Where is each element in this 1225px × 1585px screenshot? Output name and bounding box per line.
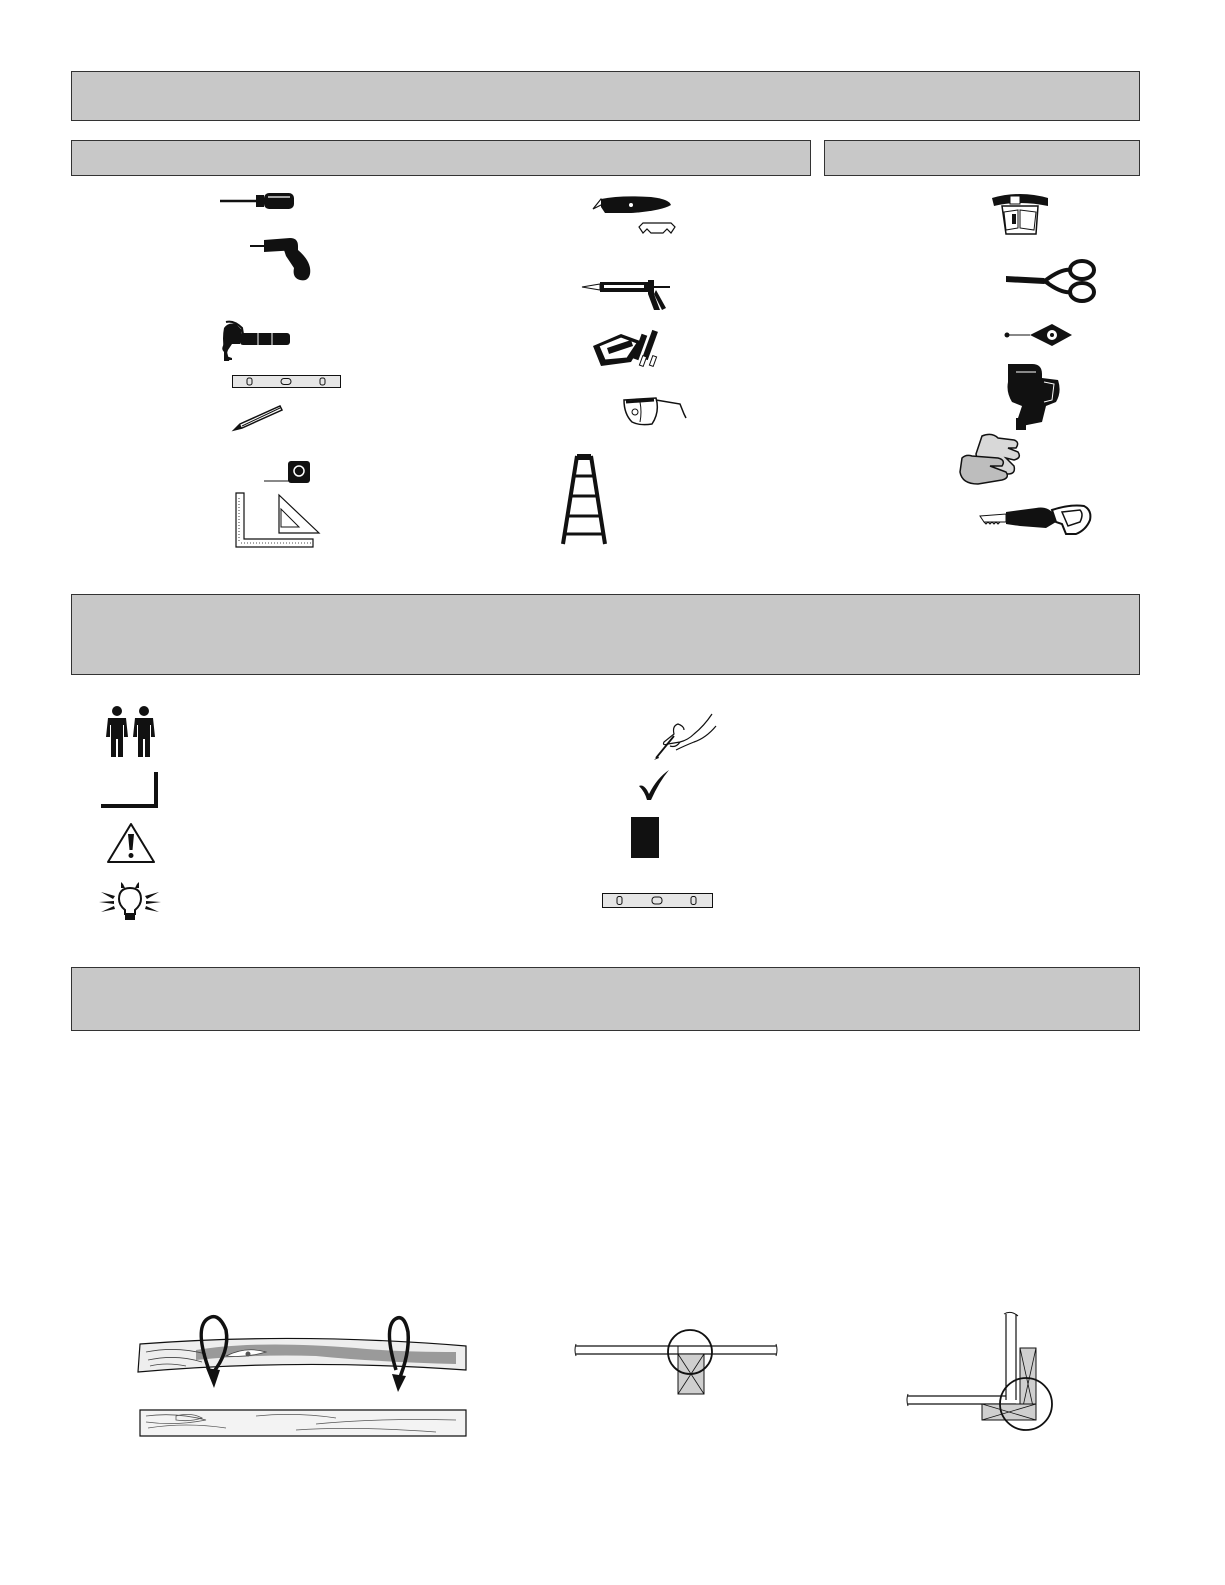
hand-writing-icon <box>654 712 716 762</box>
screwdriver-icon <box>218 190 298 212</box>
step-ladder-icon <box>561 452 609 546</box>
two-people-icon <box>104 705 158 759</box>
joint-on-post-figure <box>574 1328 780 1400</box>
squares-icon <box>235 492 317 548</box>
basic-tools-header <box>71 140 811 176</box>
chalk-line-icon <box>1004 322 1074 348</box>
checkmark-icon <box>637 768 671 802</box>
tool-belt-icon <box>990 192 1052 238</box>
black-rectangle-icon <box>631 817 659 858</box>
warped-board-figure <box>136 1312 471 1442</box>
caulk-gun-icon <box>582 276 672 312</box>
tin-snips-icon <box>1006 258 1098 304</box>
work-gloves-icon <box>958 432 1022 488</box>
lumber-section-header <box>71 967 1140 1031</box>
level-icon <box>232 375 342 389</box>
utility-knife-icon <box>591 193 691 239</box>
legend-level-icon <box>602 893 714 909</box>
power-drill-icon <box>250 236 315 284</box>
pencil-icon <box>232 404 284 432</box>
optional-tools-header <box>824 140 1140 176</box>
warning-icon <box>106 822 156 864</box>
hammer-icon <box>222 320 294 362</box>
legend-section-header <box>71 594 1140 675</box>
tip-lightbulb-icon <box>99 882 161 922</box>
reciprocating-saw-icon <box>980 500 1094 538</box>
tools-section-header <box>71 71 1140 121</box>
tape-measure-icon <box>264 459 312 485</box>
nail-gun-icon <box>1002 362 1062 432</box>
square-corner-icon <box>99 770 161 810</box>
safety-glasses-icon <box>622 394 688 430</box>
paint-tray-icon <box>591 326 663 370</box>
corner-joint-figure <box>906 1308 1064 1434</box>
